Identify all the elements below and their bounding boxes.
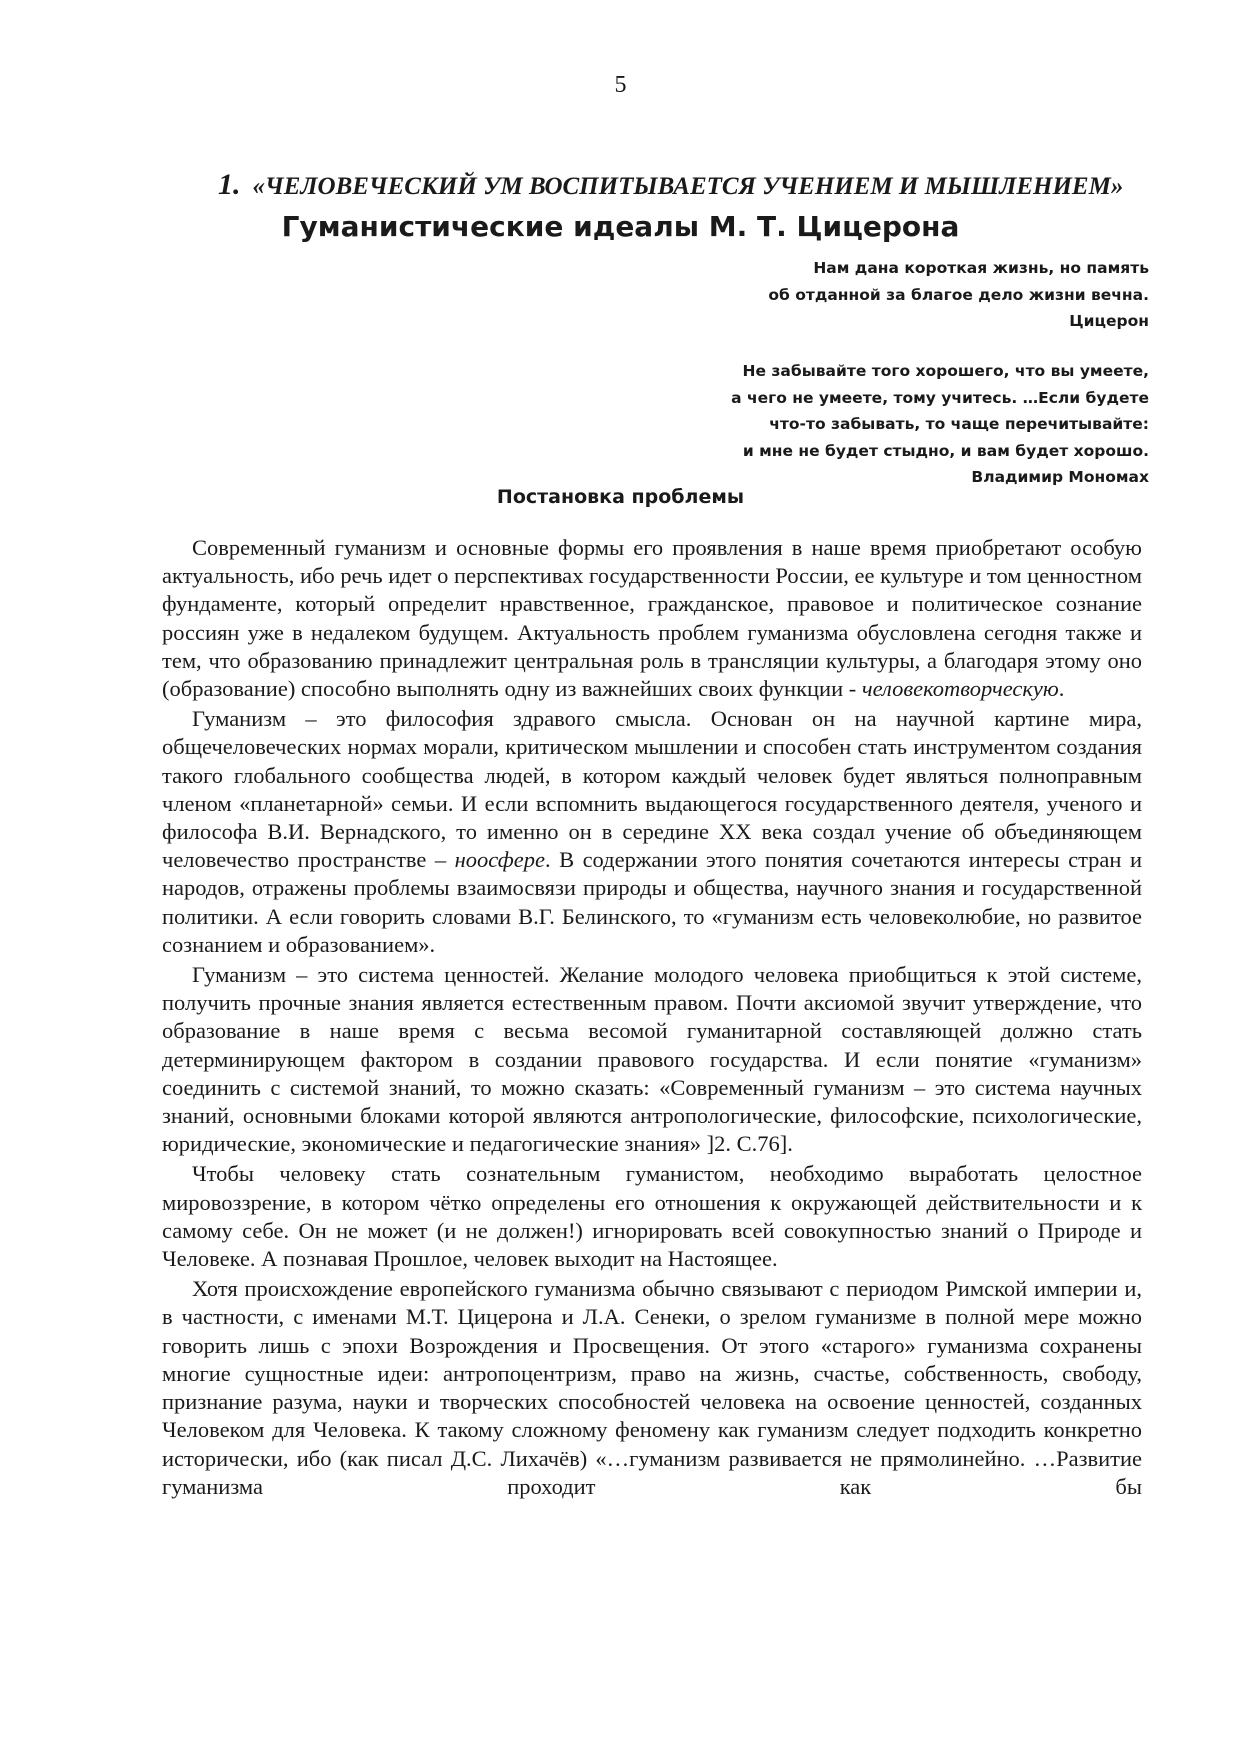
chapter-title: [218, 168, 1138, 202]
body-text: [162, 534, 1142, 1503]
paragraph: Чтобы человеку стать сознательным гуманистом, необходимо выработать целостное мировоззрение, в котором чётко определены его отношения к окружающей действительности и к самому себе. Он не может (и не должен!) игнорировать всей совокупностью знаний о Природе и Человеке. А познавая Прошлое, человек выходит на Настоящее.: [162, 1161, 1142, 1272]
paragraph: Гуманизм – это система ценностей. Желание молодого человека приобщиться к этой системе, получить прочные знания является естественным правом. Почти аксиомой звучит утверждение, что образование в наше время с весьма весомой гуманитарной составляющей должно стать детерминирующем фактором в создании правового государства. И если понятие «гуманизм» соединить с системой знаний, то можно сказать: «Современный гуманизм – это система научных знаний, основными блоками которой являются антропологические, философские, психологические, юридические, экономические и педагогические знания» ]2. С.76].: [162, 962, 1142, 1157]
epigraph-line: а чего не умеете, тому учитесь. …Если будете: [731, 388, 1149, 407]
epigraph-line: что-то забывать, то чаще перечитывайте:: [769, 415, 1149, 433]
section-heading: Постановка проблемы: [496, 486, 745, 508]
paragraph: Хотя происхождение европейского гуманизма обычно связывают с периодом Римской империи и, в частности, с именами М.Т. Цицерона и Л.А. Сенеки, о зрелом гуманизме в полной мере можно говорить лишь с эпохи Возрождения и Просвещения. От этого «старого» гуманизма сохранены многие сущностные идеи: антропоцентризм, право на жизнь, счастье, собственность, свободу, признание разума, науки и творческих способностей человека на освоение ценностей, созданных Человеком для Человека. К такому сложному феномену как гуманизм следует подходить конкретно исторически, ибо (как писал Д.С. Лихачёв) «…гуманизм развивается не прямолинейно. …Развитие гуманизма проходит как бы: [162, 1276, 1142, 1499]
chapter-subtitle: Гуманистические идеалы М. Т. Цицерона: [281, 210, 960, 243]
epigraph-author: Владимир Мономах: [971, 468, 1149, 486]
epigraph-line: Нам дана короткая жизнь, но память: [813, 259, 1149, 277]
paragraph: Гуманизм – это философия здравого смысла. Основан он на научной картине мира, общечеловеческих нормах морали, критическом мышлении и способен стать инструментом создания такого глобального сообщества людей, в котором каждый человек будет являться полноправным членом «планетарной» семьи. И если вспомнить выдающегося государственного деятеля, ученого и философа В.И. Вернадского, то именно он в середине XX века создал учение об объединяющем человечество пространстве – ноосфере. В содержании этого понятия сочетаются интересы стран и народов, отражены проблемы взаимосвязи природы и общества, научного знания и государственной политики. А если говорить словами В.Г. Белинского, то «гуманизм есть человеколюбие, но развитое сознанием и образованием».: [162, 706, 1143, 957]
epigraph-monomakh: [731, 358, 1149, 491]
epigraph-cicero: [768, 255, 1149, 335]
epigraph-author: Цицерон: [1069, 312, 1149, 330]
chapter-title-text: «ЧЕЛОВЕЧЕСКИЙ УМ ВОСПИТЫВАЕТСЯ УЧЕНИЕМ И МЫШЛЕНИЕМ»: [252, 173, 1124, 200]
chapter-number: 1.: [218, 168, 241, 201]
epigraph-line: об отданной за благое дело жизни вечна.: [768, 285, 1149, 304]
page-number: 5: [614, 72, 627, 98]
italic-term: человекотворческую: [861, 676, 1059, 702]
epigraph-line: и мне не будет стыдно, и вам будет хорошо.: [742, 441, 1149, 460]
paragraph: Современный гуманизм и основные формы его проявления в наше время приобретают особую актуальность, ибо речь идет о перспективах государственности России, ее культуре и том ценностном фундаменте, который определит нравственное, гражданское, правовое и политическое сознание россиян уже в недалеком будущем. Актуальность проблем гуманизма обусловлена сегодня также и тем, что образованию принадлежит центральная роль в трансляции культуры, а благодаря этому оно (образование) способно выполнять одну из важнейших своих функции - человекотворческую.: [162, 535, 1142, 702]
italic-term: ноосфере: [454, 847, 545, 873]
epigraph-line: Не забывайте того хорошего, что вы умеете,: [742, 362, 1149, 380]
